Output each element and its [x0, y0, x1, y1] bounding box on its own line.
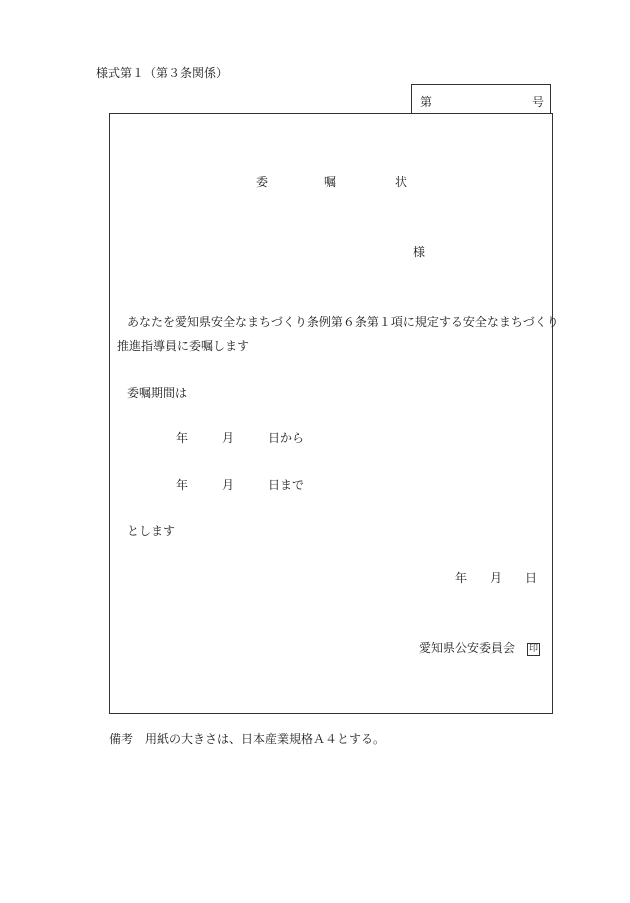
period-from-row — [176, 432, 304, 444]
body-text-line-1: あなたを愛知県安全なまちづくり条例第６条第１項に規定する安全なまちづくり — [127, 315, 559, 329]
issue-year: 年 — [455, 571, 468, 585]
certificate-title — [256, 176, 407, 188]
remarks-text: 用紙の大きさは、日本産業規格Ａ４とする。 — [145, 732, 386, 746]
issuer-line — [419, 642, 540, 656]
period-until-row — [176, 479, 304, 491]
remarks — [109, 733, 385, 745]
closing-text: とします — [127, 524, 176, 538]
issue-day: 日 — [525, 571, 538, 585]
certificate-frame — [109, 113, 553, 714]
until-year: 年 — [176, 478, 189, 492]
addressee-honorific: 様 — [413, 245, 426, 259]
document-number-box — [411, 84, 551, 113]
issue-date — [455, 572, 537, 584]
until-month: 月 — [222, 478, 235, 492]
number-prefix: 第 — [420, 95, 433, 109]
remarks-label: 備考 — [109, 732, 134, 746]
from-year: 年 — [176, 431, 189, 445]
number-suffix: 号 — [531, 95, 544, 109]
seal-mark: 印 — [529, 644, 539, 654]
title-char-2: 嘱 — [324, 175, 337, 189]
body-text-line-2: 推進指導員に委嘱します — [117, 339, 250, 353]
issue-month: 月 — [490, 571, 503, 585]
issuer-name: 愛知県公安委員会 — [419, 641, 516, 655]
from-day: 日から — [268, 431, 305, 445]
title-char-3: 状 — [395, 175, 408, 189]
form-number-label: 様式第１（第３条関係） — [96, 66, 229, 80]
from-month: 月 — [222, 431, 235, 445]
title-char-1: 委 — [256, 175, 269, 189]
period-intro: 委嘱期間は — [127, 386, 188, 400]
until-day: 日まで — [268, 478, 305, 492]
